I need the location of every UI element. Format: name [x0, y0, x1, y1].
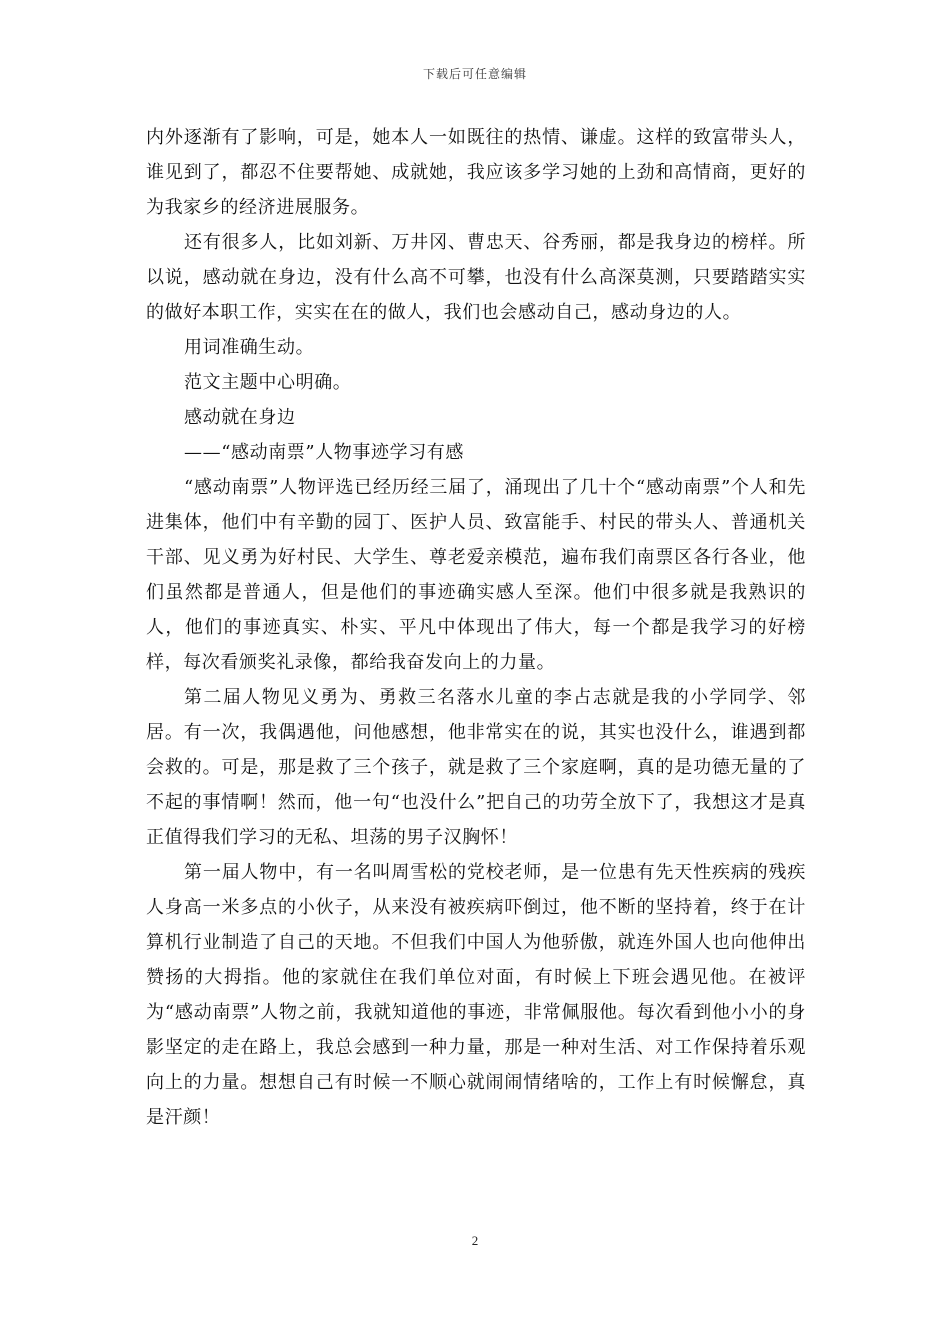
paragraph-comment-1: 用词准确生动。 — [184, 337, 315, 358]
paragraph-comment-2: 范文主题中心明确。 — [184, 372, 352, 393]
paragraph-4: 第二届人物见义勇为、勇救三名落水儿童的李占志就是我的小学同学、邻居。有一次，我偶遇他，问他感想，他非常实在的说，其实也没什么，谁遇到都会救的。可是，那是救了三个孩子，就是救了三个家庭啊，真的是功德无量的了不起的事情啊！然而，他一句“也没什么”把自己的功劳全放下了，我想这才是真正值得我们学习的无私、坦荡的男子汉胸怀！ — [146, 687, 806, 848]
paragraph-1: 内外逐渐有了影响，可是，她本人一如既往的热情、谦虚。这样的致富带头人，谁见到了，都忍不住要帮她、成就她，我应该多学习她的上劲和高情商，更好的为我家乡的经济进展服务。 — [146, 127, 806, 218]
page-header: 下载后可任意编辑 — [422, 67, 527, 81]
page-number: 2 — [471, 1233, 479, 1248]
document-body — [146, 120, 806, 1135]
paragraph-5: 第一届人物中，有一名叫周雪松的党校老师，是一位患有先天性疾病的残疾人身高一米多点的小伙子，从来没有被疾病吓倒过，他不断的坚持着，终于在计算机行业制造了自己的天地。不但我们中国人为他骄傲，就连外国人也向他伸出赞扬的大拇指。他的家就住在我们单位对面，有时候上下班会遇见他。在被评为“感动南票”人物之前，我就知道他的事迹，非常佩服他。每次看到他小小的身影坚定的走在路上，我总会感到一种力量，那是一种对生活、对工作保持着乐观向上的力量。想想自己有时候一不顺心就闹闹情绪啥的，工作上有时候懈怠，真是汗颜！ — [146, 862, 806, 1128]
essay-title: 感动就在身边 — [184, 407, 296, 428]
paragraph-2: 还有很多人，比如刘新、万井冈、曹忠天、谷秀丽，都是我身边的榜样。所以说，感动就在身边，没有什么高不可攀，也没有什么高深莫测，只要踏踏实实的做好本职工作，实实在在的做人，我们也会感动自己，感动身边的人。 — [146, 232, 806, 323]
essay-subtitle: ——“感动南票”人物事迹学习有感 — [184, 442, 465, 463]
paragraph-3: “感动南票”人物评选已经历经三届了，涌现出了几十个“感动南票”个人和先进集体，他们中有辛勤的园丁、医护人员、致富能手、村民的带头人、普通机关干部、见义勇为好村民、大学生、尊老爱亲模范，遍布我们南票区各行各业，他们虽然都是普通人，但是他们的事迹确实感人至深。他们中很多就是我熟识的人，他们的事迹真实、朴实、平凡中体现出了伟大，每一个都是我学习的好榜样，每次看颁奖礼录像，都给我奋发向上的力量。 — [146, 477, 806, 673]
